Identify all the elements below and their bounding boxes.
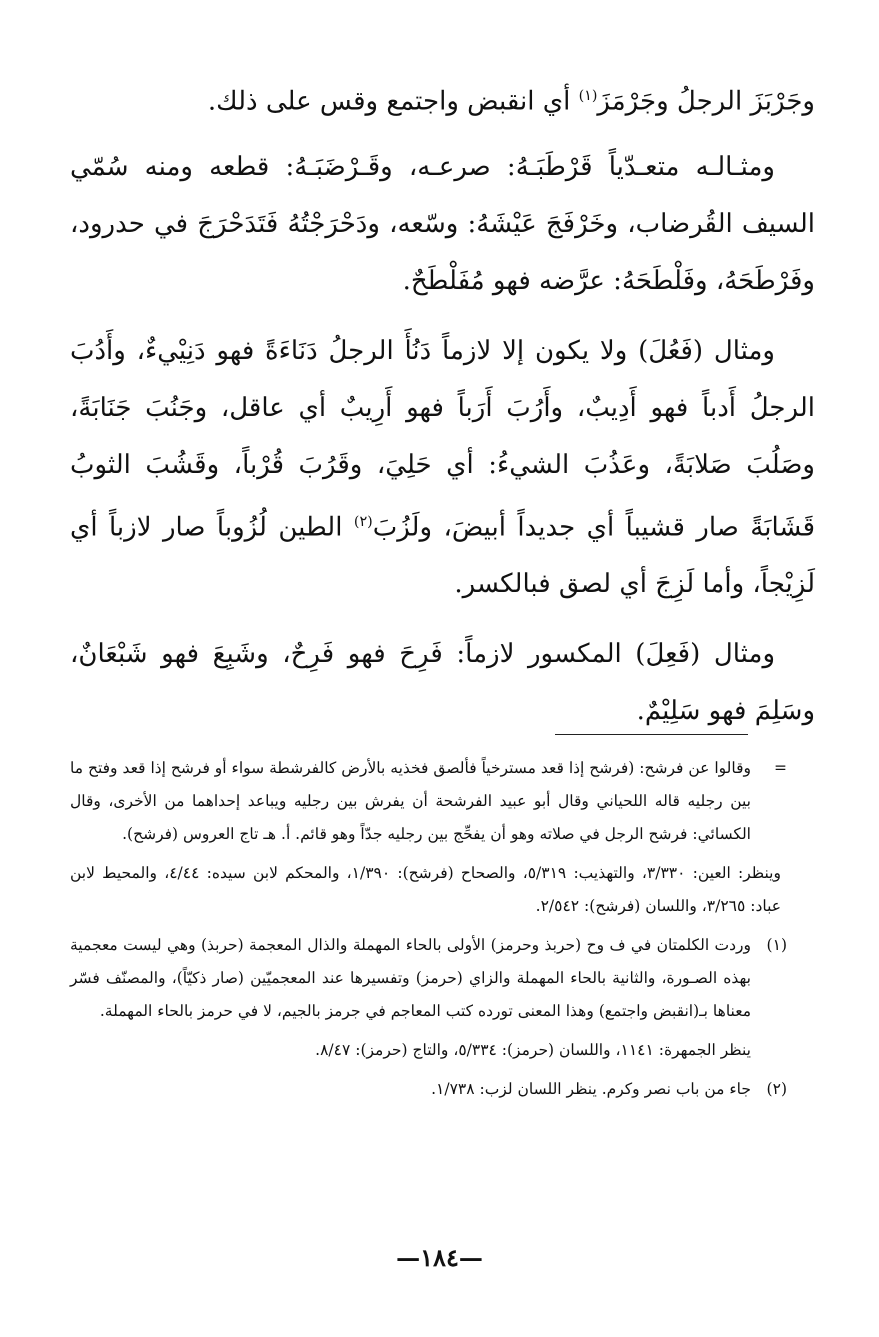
footnotes [70,752,787,1112]
main-text [70,68,815,753]
paragraph-1-start: وجَرْبَزَ الرجلُ وجَرْمَزَ [597,86,815,117]
footnote-1-number: (١) [766,936,787,954]
continuation-mark: = [774,759,787,777]
paragraph-2: ومثـالـه متعـدّياً قَرْطَبَـهُ: صرعـه، وقَـرْضَبَـهُ: قطعه ومنه سُمّي السيف القُرضاب، وخَرْفَجَ عَيْشَهُ: وسّعه، ودَحْرَجْتُهُ فَتَدَحْرَجَ في حدرود، وفَرْطَحَهُ، وفَلْطَحَهُ: عرَّضه فهو مُفَلْطَحٌ. [70,151,815,296]
footnote-continuation [70,752,787,851]
paragraph-3-start: ومثال (فَعُلَ) ولا يكون إلا لازماً دَنُأَ الرجلُ دَنَاءَةً فهو دَنِيْيءٌ، وأَدُبَ الرجلُ أَدباً فهو أَدِيبٌ، وأَرُبَ أَرَباً فهو أَرِيبٌ أي عاقل، وجَنُبَ جَنَابَةً، وصَلُبَ صَلابَةً، وعَذُبَ الشيءُ: أي حَلِيَ، وقَرُبَ قُرْباً، وقَشُبَ الثوبُ قَشَابَةً صار قشيباً أي جديداً أبيضَ، ولَزُبَ [70,335,815,543]
footnote-1-text: وردت الكلمتان في ف وح (حربذ وحرمز) الأولى بالحاء المهملة والذال المعجمة (حربذ) وهي ليست معجمية بهذه الصـورة، والثانية بالحاء المهملة والزاي (حرمز) وتفسيرها عند المعجميّين (صار ذكيّاً)، والمصنّف فسّر معناها بـ(انقبض واجتمع) وهذا المعنى تورده كتب المعاجم في جرمز بالجيم، لا في حرمز بالحاء المهملة. [70,936,751,1020]
footnote-1 [70,929,787,1028]
footnote-2-number: (٢) [766,1080,787,1098]
footnote-ref-2[interactable]: (٢) [353,513,373,530]
paragraph-3-end: الطين لُزُوباً صار لازباً أي لَزِيْجاً، وأما لَزِجَ أي لصق فبالكسر. [70,512,815,600]
footnote-1-refs: ينظر الجمهرة: ١١٤١، واللسان (حرمز): ٥/٣٣٤، والتاج (حرمز): ٨/٤٧. [315,1041,751,1059]
footnote-separator [555,734,748,735]
paragraph-3 [70,323,815,614]
paragraph-4: ومثال (فَعِلَ) المكسور لازماً: فَرِحَ فهو فَرِحٌ، وشَبِعَ فهو شَبْعَانٌ، وسَلِمَ فهو سَلِيْمٌ. [70,639,815,727]
continuation-text: وقالوا عن فرشح: (فرشح إذا قعد مسترخياً فألصق فخذيه بالأرض كالفرشطة سواء أو فرشح إذا قعد وفتح ما بين رجليه قاله اللحياني وقال أبو عبيد الفرشحة أن يفرش بين رجليه ويباعد إحداهما من الأخرى، وقال الكسائي: فرشح الرجل في صلاته وهو أن يفحِّج بين رجليه جدّاً وهو قائم. أ. هـ تاج العروس (فرشح). [70,759,751,843]
footnote-continuation-refs: وينظر: العين: ٣/٣٣٠، والتهذيب: ٥/٣١٩، والصحاح (فرشح): ١/٣٩٠، والمحكم لابن سيده: ٤/٤٤، والمحيط لابن عباد: ٣/٢٦٥، واللسان (فرشح): ٢/٥٤٢. [70,864,781,915]
footnote-ref-1[interactable]: (١) [578,88,598,104]
paragraph-1-end: أي انقبض واجتمع وقس على ذلك. [207,86,579,117]
paragraph-1 [70,68,815,131]
footnote-2-text: جاء من باب نصر وكرم. ينظر اللسان لزب: ١/٧٣٨. [431,1080,751,1098]
page-number: —١٨٤— [396,1243,483,1272]
footnote-2 [70,1073,787,1106]
